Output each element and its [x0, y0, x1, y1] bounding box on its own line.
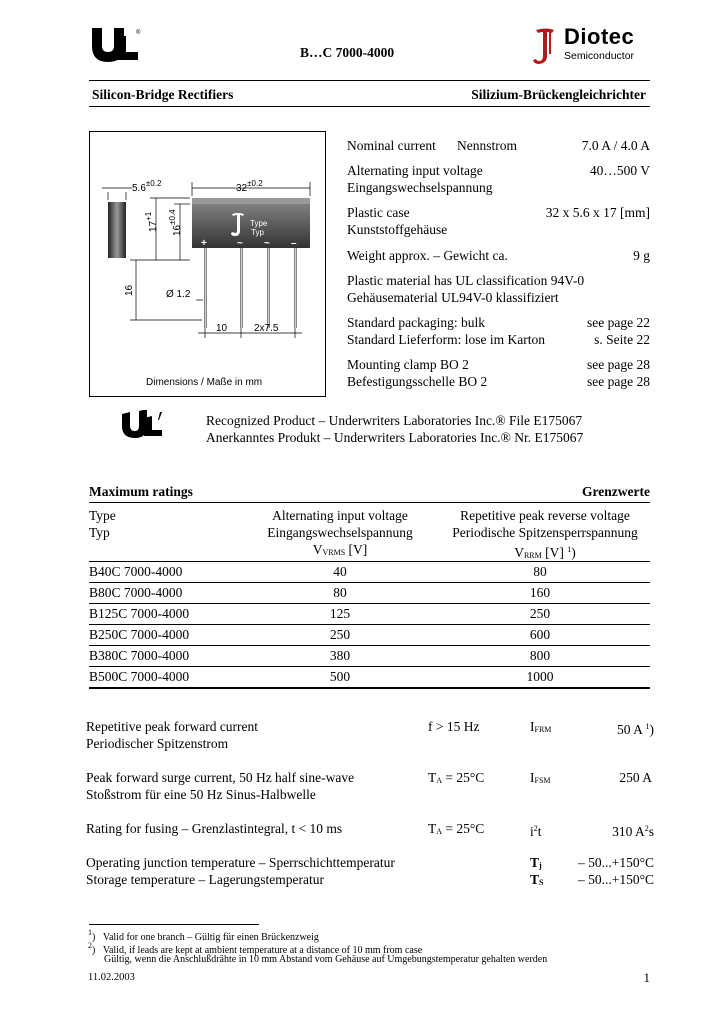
pin-label-3: ~ — [264, 238, 270, 249]
col-vrrm-unit: [V] — [545, 545, 564, 560]
footnote-2-de: Gültig, wenn die Anschlußdrähte in 10 mm Abstand vom Gehäuse auf Umgebungstemperatur gehalten werden — [104, 954, 548, 965]
heading-right: Silizium-Brückengleichrichter — [471, 87, 646, 102]
ul-recognized-icon — [120, 410, 166, 442]
col-vrrm-symbol: VRRM [V] $^1$) — [514, 545, 576, 560]
footnote-2-mark: 2 — [88, 941, 92, 950]
brand-name: Diotec — [564, 24, 635, 49]
param-ifsm-cond-sub: A — [436, 776, 443, 785]
ratings-row — [89, 604, 650, 625]
dim-length-value: 32 — [236, 183, 248, 194]
param-ifsm-symbol — [530, 769, 551, 789]
col-vrrm-sym: V — [514, 545, 524, 560]
drawing-caption: Dimensions / Maße in mm — [146, 377, 263, 388]
footnote-1: $^1$) Valid for one branch – Gültig für einen Brückenzweig — [88, 928, 319, 943]
ratings-cell-type: B40C 7000-4000 — [89, 562, 250, 583]
spec-nominal-current-en: Nominal current — [347, 138, 436, 153]
ratings-heading-left: Maximum ratings — [89, 484, 193, 499]
ratings-cell-vrrm: 80 — [430, 562, 650, 583]
spec-clamp-en: Mounting clamp BO 2 — [347, 357, 469, 372]
ratings-cell-type: B380C 7000-4000 — [89, 646, 250, 667]
ul-logo-top — [90, 26, 146, 64]
footer-date: 11.02.2003 — [88, 972, 135, 983]
param-i2t-sup: 2 — [533, 824, 538, 833]
param-ifrm-de: Periodischer Spitzenstrom — [86, 736, 229, 751]
spec-packaging-value-en: see page 22 — [587, 315, 650, 330]
param-ifsm-cond-rest: = 25°C — [442, 770, 485, 785]
footnote-1-text: Valid for one branch – Gültig für einen Brückenzweig — [102, 932, 319, 943]
param-ifrm-symbol — [530, 718, 551, 738]
header-rule-top — [89, 80, 650, 81]
ul-line-en: Recognized Product – Underwriters Laboratories Inc.® File E175067 — [206, 413, 583, 428]
param-ts-value: – 50...+150°C — [577, 872, 654, 887]
ratings-row — [89, 583, 650, 604]
param-i2t-rest: t — [537, 824, 542, 839]
spec-input-voltage-en: Alternating input voltage — [347, 163, 483, 178]
ratings-cell-vrrm: 250 — [430, 604, 650, 625]
param-ifrm-value: 50 A $^1$) — [616, 722, 654, 737]
col-vrrm-de: Periodische Spitzensperrspannung — [452, 525, 638, 540]
param-tj-sym: T — [530, 855, 540, 870]
pin-label-2: ~ — [237, 238, 243, 249]
ratings-cell-vrms: 80 — [250, 583, 430, 604]
ratings-row — [89, 625, 650, 646]
param-ifsm-en: Peak forward surge current, 50 Hz half sine-wave — [86, 770, 355, 785]
dim-height2-tol: ±0.4 — [168, 209, 177, 225]
ratings-cell-type: B500C 7000-4000 — [89, 667, 250, 689]
ratings-cell-vrms: 380 — [250, 646, 430, 667]
ul-line-de: Anerkanntes Produkt – Underwriters Laboratories Inc.® Nr. E175067 — [206, 430, 584, 445]
param-tj-label: Operating junction temperature – Sperrschichttemperatur — [86, 855, 395, 870]
col-vrms-sub: VRMS — [322, 548, 346, 557]
dim-diameter: Ø 1.2 — [166, 289, 191, 300]
diotec-logo — [532, 26, 662, 66]
spec-clamp-de: Befestigungsschelle BO 2 — [347, 374, 488, 389]
spec-material-en: Plastic material has UL classification 94V-0 — [347, 273, 585, 288]
param-ifsm-cond — [428, 769, 484, 789]
ratings-table — [89, 562, 650, 689]
dimension-drawing — [89, 131, 326, 397]
heading-left: Silicon-Bridge Rectifiers — [92, 87, 234, 102]
svg-text:®: ® — [136, 30, 141, 36]
ratings-cell-vrrm: 600 — [430, 625, 650, 646]
dim-pitch2: 2x7.5 — [254, 323, 279, 334]
col-vrms-en: Alternating input voltage — [272, 508, 408, 523]
spec-clamp-value-de: see page 28 — [587, 374, 650, 389]
param-i2t-sym: i — [530, 824, 534, 839]
param-i2t-symbol — [530, 820, 542, 840]
body-label-type: Type — [250, 219, 268, 228]
col-vrrm-note: 1 — [567, 545, 572, 554]
footnote-2-text-en: Valid, if leads are kept at ambient temperature at a distance of 10 mm from case — [102, 945, 423, 956]
ratings-cell-vrms: 40 — [250, 562, 430, 583]
param-i2t-val-sup: 2 — [644, 824, 649, 833]
ratings-heading-right: Grenzwerte — [582, 484, 650, 499]
dim-height-tol: +1 — [144, 211, 153, 221]
dim-length-tol: ±0.2 — [247, 179, 263, 188]
param-i2t-value — [612, 820, 654, 840]
dim-pitch1: 10 — [216, 323, 228, 334]
footer-page-number: 1 — [643, 970, 650, 985]
param-ifsm-sub: FSM — [534, 776, 551, 785]
ratings-cell-vrms: 250 — [250, 625, 430, 646]
param-ifsm-de: Stoßstrom für eine 50 Hz Sinus-Halbwelle — [86, 787, 316, 802]
param-ts-sym: T — [530, 872, 540, 887]
dim-height-value: 17 — [148, 220, 159, 232]
param-i2t-cond-sub: A — [436, 827, 443, 836]
ul-mark-icon — [90, 26, 146, 64]
ratings-cell-vrrm: 1000 — [430, 667, 650, 689]
param-tj-value: – 50...+150°C — [577, 855, 654, 870]
spec-clamp-value-en: see page 28 — [587, 357, 650, 372]
ratings-row — [89, 667, 650, 689]
diotec-logo-icon — [532, 26, 560, 66]
spec-weight-label: Weight approx. – Gewicht ca. — [347, 248, 508, 263]
dim-height — [144, 212, 159, 232]
package-outline — [90, 132, 325, 396]
spec-nominal-current-value: 7.0 A / 4.0 A — [581, 138, 650, 153]
param-i2t-val-rest: s — [648, 824, 654, 839]
param-ts-sub: S — [539, 878, 544, 887]
col-vrms-unit: [V] — [348, 542, 368, 557]
spec-packaging-value-de: s. Seite 22 — [594, 332, 650, 347]
pin-label-1: + — [201, 238, 207, 249]
spec-case-value: 32 x 5.6 x 17 [mm] — [545, 205, 650, 220]
param-tj-sub: j — [539, 861, 542, 870]
ratings-table-body — [89, 562, 650, 688]
param-i2t-cond-sym: T — [428, 821, 437, 836]
ratings-row — [89, 562, 650, 583]
ratings-cell-vrms: 500 — [250, 667, 430, 689]
dim-width — [132, 179, 161, 194]
ratings-cell-vrms: 125 — [250, 604, 430, 625]
col-vrms-symbol — [250, 541, 430, 561]
spec-packaging-de: Standard Lieferform: lose im Karton — [347, 332, 545, 347]
param-i2t-val: 310 A — [612, 824, 645, 839]
pin-label-4: – — [291, 238, 297, 249]
dim-lead: 16 — [124, 284, 135, 296]
dim-width-value: 5.6 — [132, 183, 146, 194]
spec-weight-value: 9 g — [633, 248, 650, 263]
ratings-cell-type: B80C 7000-4000 — [89, 583, 250, 604]
ul-recognized-logo — [120, 410, 166, 442]
footnote-2: $^2$) Valid, if leads are kept at ambient temperature at a distance of 10 mm from case — [88, 941, 423, 956]
col-vrms-sym: V — [312, 542, 323, 557]
document-title: B…C 7000-4000 — [300, 45, 395, 60]
spec-packaging-en: Standard packaging: bulk — [347, 315, 485, 330]
dim-length — [236, 179, 263, 194]
header-rule-bottom — [89, 106, 650, 107]
ratings-rule-top — [89, 502, 650, 503]
param-ifsm-value: 250 A — [619, 770, 652, 785]
col-vrrm-en: Repetitive peak reverse voltage — [460, 508, 630, 523]
dim-width-tol: ±0.2 — [145, 179, 162, 188]
param-ifrm-note: 1 — [645, 722, 650, 731]
spec-input-voltage-value: 40…500 V — [589, 163, 650, 178]
spec-nominal-current-de: Nennstrom — [457, 138, 517, 153]
ratings-cell-vrrm: 160 — [430, 583, 650, 604]
brand-subtitle: Semiconductor — [564, 50, 635, 62]
ratings-cell-type: B250C 7000-4000 — [89, 625, 250, 646]
param-ts-label: Storage temperature – Lagerungstemperatur — [86, 872, 325, 887]
col-vrms-de: Eingangswechselspannung — [267, 525, 413, 540]
param-ifsm-cond-sym: T — [428, 770, 437, 785]
param-i2t-label: Rating for fusing – Grenzlastintegral, t < 10 ms — [86, 821, 343, 836]
param-ifrm-sym: I — [530, 719, 535, 734]
spec-input-voltage-de: Eingangswechselspannung — [347, 180, 493, 195]
footnote-1-mark: 1 — [88, 928, 92, 937]
spec-material-de: Gehäusematerial UL94V-0 klassifiziert — [347, 290, 559, 305]
param-ifrm-val: 50 A — [616, 722, 643, 737]
dim-height2 — [168, 209, 183, 236]
spec-case-de: Kunststoffgehäuse — [347, 222, 448, 237]
body-label-typ: Typ — [251, 228, 264, 237]
param-ifrm-cond: f > 15 Hz — [428, 719, 480, 734]
ratings-cell-vrrm: 800 — [430, 646, 650, 667]
footnote-rule — [89, 924, 259, 925]
param-ifsm-sym: I — [530, 770, 535, 785]
param-ts-symbol — [530, 871, 543, 891]
param-ifrm-sub: FRM — [534, 725, 552, 734]
col-vrrm-sub: RRM — [523, 551, 542, 560]
param-ifrm-en: Repetitive peak forward current — [86, 719, 259, 734]
param-i2t-cond-rest: = 25°C — [442, 821, 485, 836]
col-type-en: Type — [89, 508, 116, 523]
ratings-row — [89, 646, 650, 667]
col-type-de: Typ — [89, 525, 110, 540]
ratings-cell-type: B125C 7000-4000 — [89, 604, 250, 625]
param-i2t-cond — [428, 820, 484, 840]
spec-case-en: Plastic case — [347, 205, 410, 220]
dim-height2-value: 16 — [172, 224, 183, 236]
